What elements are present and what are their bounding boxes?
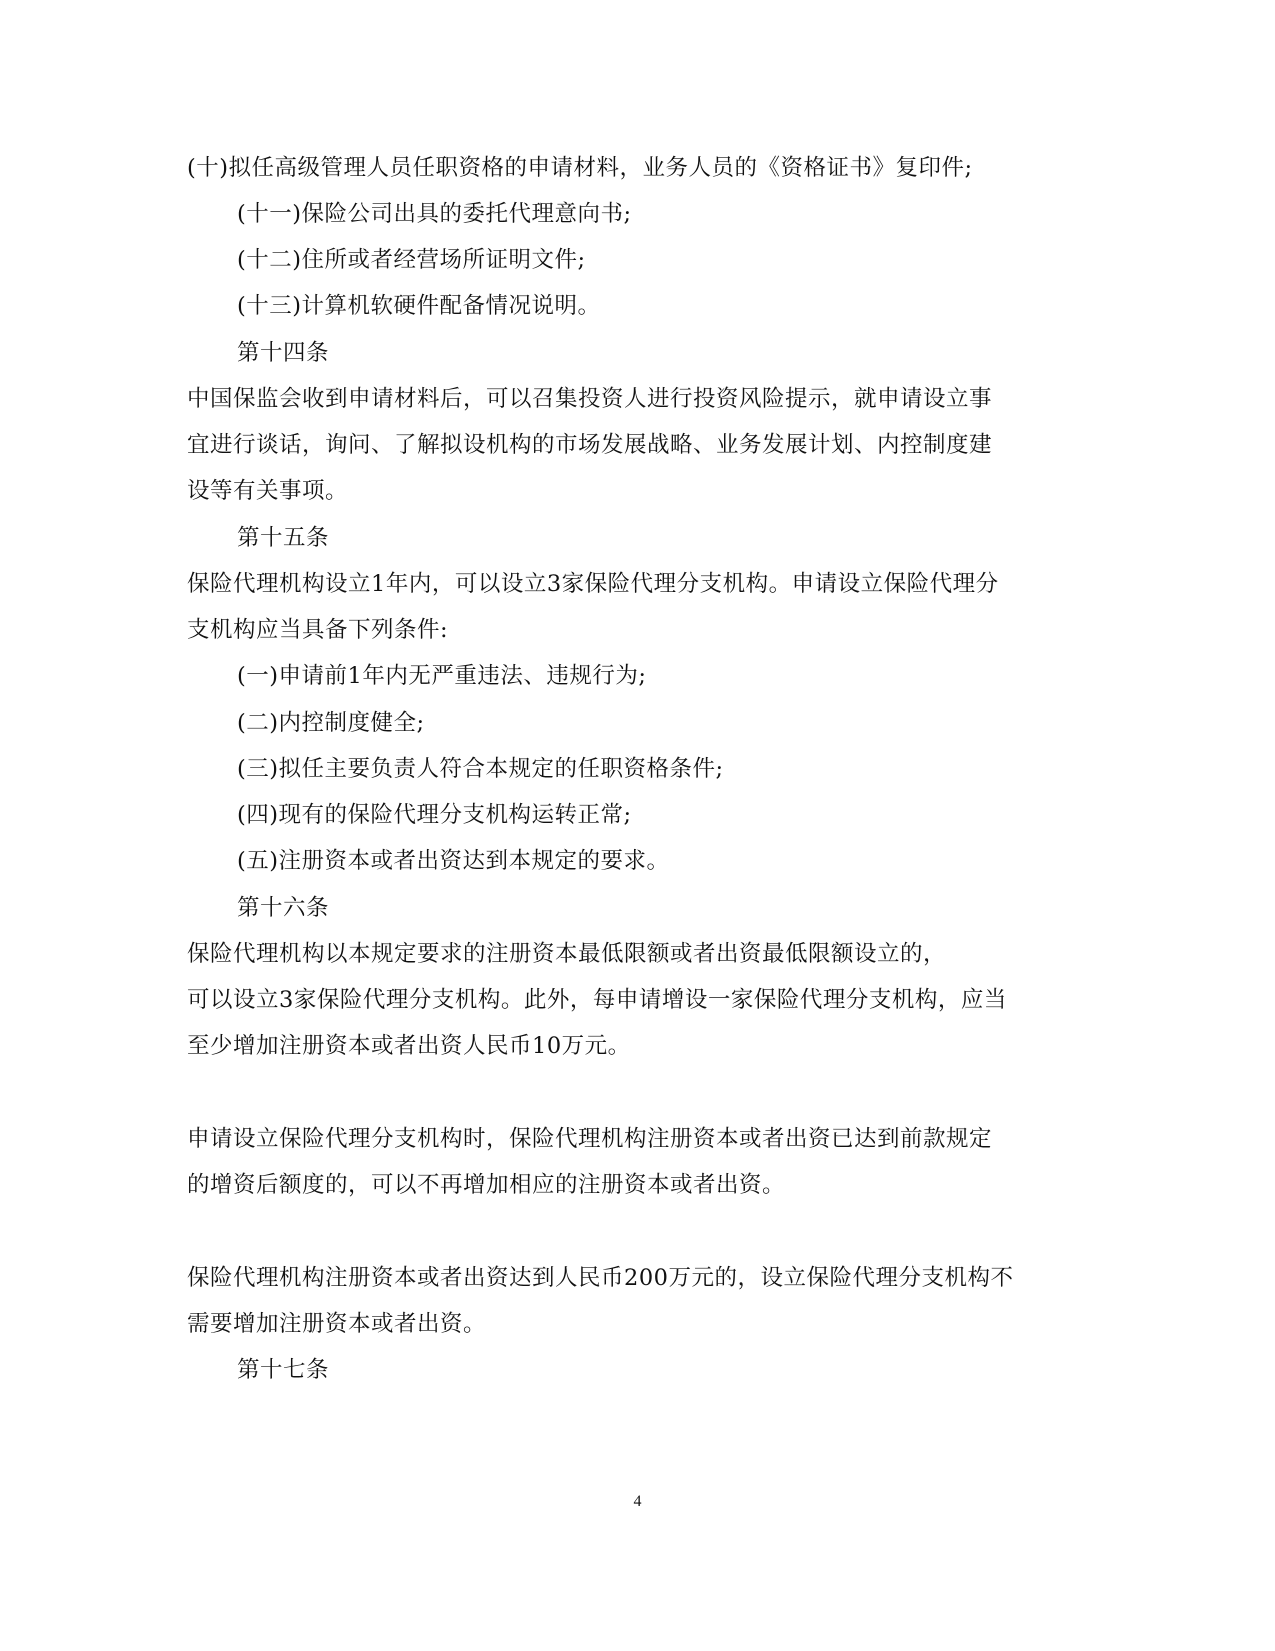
- page-number: 4: [633, 1493, 642, 1510]
- text-line: 支机构应当具备下列条件:: [187, 617, 449, 643]
- text-line: 保险代理机构以本规定要求的注册资本最低限额或者出资最低限额设立的，: [187, 941, 947, 967]
- text-line-item-4: (四)现有的保险代理分支机构运转正常;: [237, 802, 632, 828]
- text-line-item-12: (十二)住所或者经营场所证明文件;: [237, 247, 586, 273]
- text-line-item-11: (十一)保险公司出具的委托代理意向书;: [237, 201, 632, 227]
- text-line-item-1: (一)申请前1年内无严重违法、违规行为;: [237, 663, 647, 689]
- text-line: 可以设立3家保险代理分支机构。此外，每申请增设一家保险代理分支机构，应当: [187, 987, 1007, 1013]
- article-heading-16: 第十六条: [237, 895, 330, 921]
- text-line-item-13: (十三)计算机软硬件配备情况说明。: [237, 293, 601, 319]
- text-line: 的增资后额度的，可以不再增加相应的注册资本或者出资。: [187, 1172, 786, 1198]
- text-line: 设等有关事项。: [187, 478, 349, 504]
- text-line: 需要增加注册资本或者出资。: [187, 1311, 487, 1337]
- text-line: 申请设立保险代理分支机构时，保险代理机构注册资本或者出资已达到前款规定: [187, 1126, 993, 1152]
- text-line-item-2: (二)内控制度健全;: [237, 710, 425, 736]
- text-line: 中国保监会收到申请材料后，可以召集投资人进行投资风险提示，就申请设立事: [187, 386, 993, 412]
- text-line-item-3: (三)拟任主要负责人符合本规定的任职资格条件;: [237, 756, 724, 782]
- article-heading-14: 第十四条: [237, 340, 330, 366]
- text-line-item-5: (五)注册资本或者出资达到本规定的要求。: [237, 848, 670, 874]
- text-line: 至少增加注册资本或者出资人民币10万元。: [187, 1033, 631, 1059]
- text-line: 保险代理机构设立1年内，可以设立3家保险代理分支机构。申请设立保险代理分: [187, 571, 999, 597]
- article-heading-15: 第十五条: [237, 525, 330, 551]
- article-heading-17: 第十七条: [237, 1357, 330, 1383]
- text-line: 保险代理机构注册资本或者出资达到人民币200万元的，设立保险代理分支机构不: [187, 1265, 1014, 1291]
- text-line-item-10: (十)拟任高级管理人员任职资格的申请材料，业务人员的《资格证书》复印件;: [187, 155, 973, 181]
- text-line: 宜进行谈话，询问、了解拟设机构的市场发展战略、业务发展计划、内控制度建: [187, 432, 993, 458]
